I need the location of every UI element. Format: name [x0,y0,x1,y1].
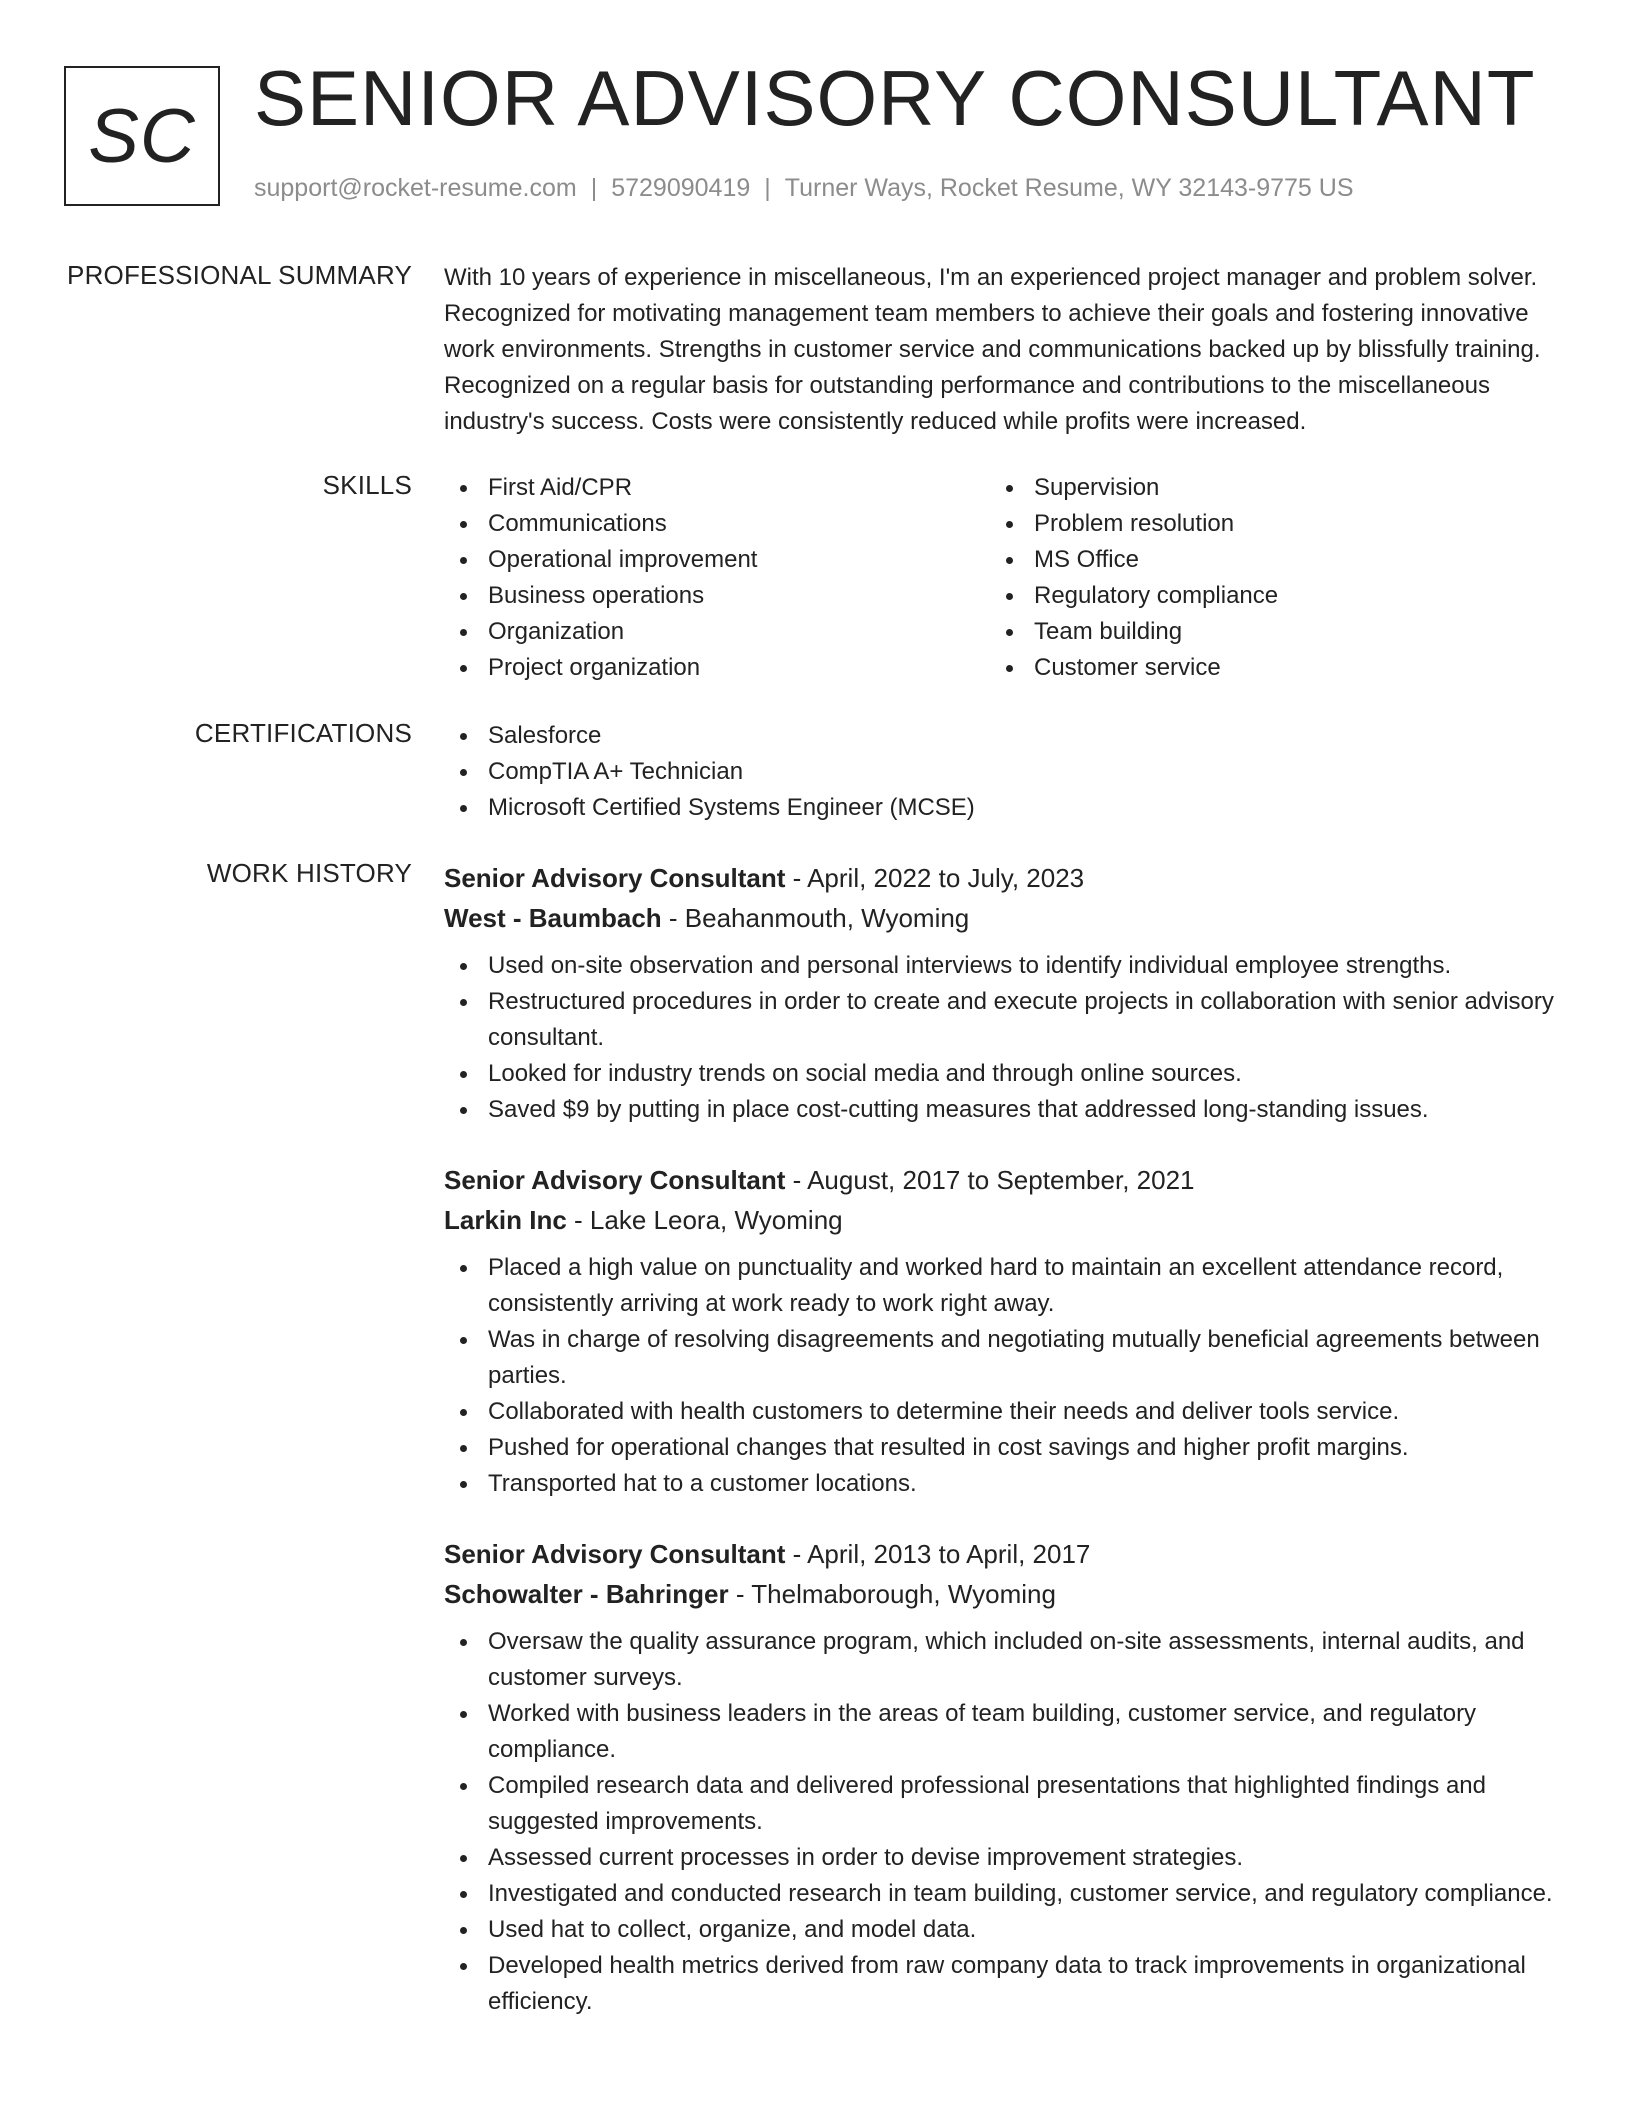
job-dates: - April, 2013 to April, 2017 [785,1539,1091,1569]
job-bullet-item: Developed health metrics derived from raw company data to track improvements in organizational efficiency. [444,1948,1556,2020]
job-dates: - August, 2017 to September, 2021 [785,1165,1195,1195]
job-company: Schowalter - Bahringer [444,1579,729,1609]
skill-item: Supervision [990,470,1536,506]
job-company-line [444,898,1556,938]
job-bullets [444,1250,1556,1502]
job-bullet-item: Investigated and conducted research in team building, customer service, and regulatory compliance. [444,1876,1556,1912]
contact-separator: | [590,174,598,202]
initials-monogram: SC [64,66,220,206]
certifications-list [444,718,1556,826]
summary-text: With 10 years of experience in miscellaneous, I'm an experienced project manager and problem solver. Recognized for motivating management team members to achieve their goals and fostering innovative work environments. Strengths in customer service and communications backed up by blissfully training. Recognized on a regular basis for outstanding performance and contributions to the miscellaneous industry's success. Costs were consistently reduced while profits were increased. [444,264,1541,435]
job-location: - Beahanmouth, Wyoming [661,903,970,933]
job-bullets [444,1624,1556,2020]
job-bullet-item: Used on-site observation and personal interviews to identify individual employee strengths. [444,948,1556,984]
certifications-body [444,718,1556,826]
job-bullet-item: Used hat to collect, organize, and model data. [444,1912,1556,1948]
section-label-work-history: WORK HISTORY [206,858,412,888]
certification-item: Salesforce [444,718,1556,754]
contact-separator: | [764,174,771,202]
job-role: Senior Advisory Consultant [444,863,786,893]
contact-email[interactable]: support@rocket-resume.com [254,174,577,202]
contact-address: Turner Ways, Rocket Resume, WY 32143-9775 US [784,174,1354,202]
certification-item: Microsoft Certified Systems Engineer (MCSE) [444,790,1556,826]
job-title-line [444,858,1556,898]
job-location: - Thelmaborough, Wyoming [728,1579,1056,1609]
skill-item: First Aid/CPR [444,470,990,506]
job-role: Senior Advisory Consultant [444,1539,786,1569]
job-bullet-item: Placed a high value on punctuality and worked hard to maintain an excellent attendance record, consistently arriving at work ready to work right away. [444,1250,1556,1322]
job-company-line [444,1574,1556,1614]
job-company: West - Baumbach [444,903,662,933]
job-bullet-item: Pushed for operational changes that resulted in cost savings and higher profit margins. [444,1430,1556,1466]
job-dates: - April, 2022 to July, 2023 [785,863,1085,893]
skill-item: Team building [990,614,1536,650]
job-bullet-item: Saved $9 by putting in place cost-cutting measures that addressed long-standing issues. [444,1092,1556,1128]
job-entry [444,858,1556,1128]
job-location: - Lake Leora, Wyoming [566,1205,843,1235]
job-company: Larkin Inc [444,1205,567,1235]
skill-item: Problem resolution [990,506,1536,542]
job-bullet-item: Assessed current processes in order to devise improvement strategies. [444,1840,1556,1876]
job-bullet-item: Worked with business leaders in the areas of team building, customer service, and regulatory compliance. [444,1696,1556,1768]
section-label-certifications: CERTIFICATIONS [194,718,412,748]
job-bullet-item: Restructured procedures in order to create and execute projects in collaboration with senior advisory consultant. [444,984,1556,1056]
job-bullet-item: Was in charge of resolving disagreements and negotiating mutually beneficial agreements between parties. [444,1322,1556,1394]
job-title-line [444,1160,1556,1200]
skill-item: Organization [444,614,990,650]
skill-item: Customer service [990,650,1536,686]
skill-item: Project organization [444,650,990,686]
skill-item: Business operations [444,578,990,614]
skill-item: Communications [444,506,990,542]
job-bullet-item: Looked for industry trends on social media and through online sources. [444,1056,1556,1092]
job-bullet-item: Compiled research data and delivered professional presentations that highlighted findings and suggested improvements. [444,1768,1556,1840]
skills-grid [444,470,1556,686]
page-title: SENIOR ADVISORY CONSULTANT [254,54,1536,142]
section-label-summary: PROFESSIONAL SUMMARY [67,260,412,290]
skill-item: Regulatory compliance [990,578,1536,614]
skills-list-right [990,470,1536,686]
job-bullets [444,948,1556,1128]
skills-list-left [444,470,990,686]
skills-body [444,470,1556,686]
job-company-line [444,1200,1556,1240]
job-bullet-item: Oversaw the quality assurance program, which included on-site assessments, internal audits, and customer surveys. [444,1624,1556,1696]
job-title-line [444,1534,1556,1574]
job-role: Senior Advisory Consultant [444,1165,786,1195]
skill-item: MS Office [990,542,1536,578]
job-bullet-item: Collaborated with health customers to determine their needs and deliver tools service. [444,1394,1556,1430]
job-entry [444,1534,1556,2020]
work-history-body [444,858,1556,2052]
summary-body [444,260,1556,440]
certification-item: CompTIA A+ Technician [444,754,1556,790]
job-entry [444,1160,1556,1502]
contact-phone[interactable]: 5729090419 [611,174,751,202]
contact-line [254,174,1354,203]
skill-item: Operational improvement [444,542,990,578]
section-label-skills: SKILLS [322,470,412,500]
job-bullet-item: Transported hat to a customer locations. [444,1466,1556,1502]
